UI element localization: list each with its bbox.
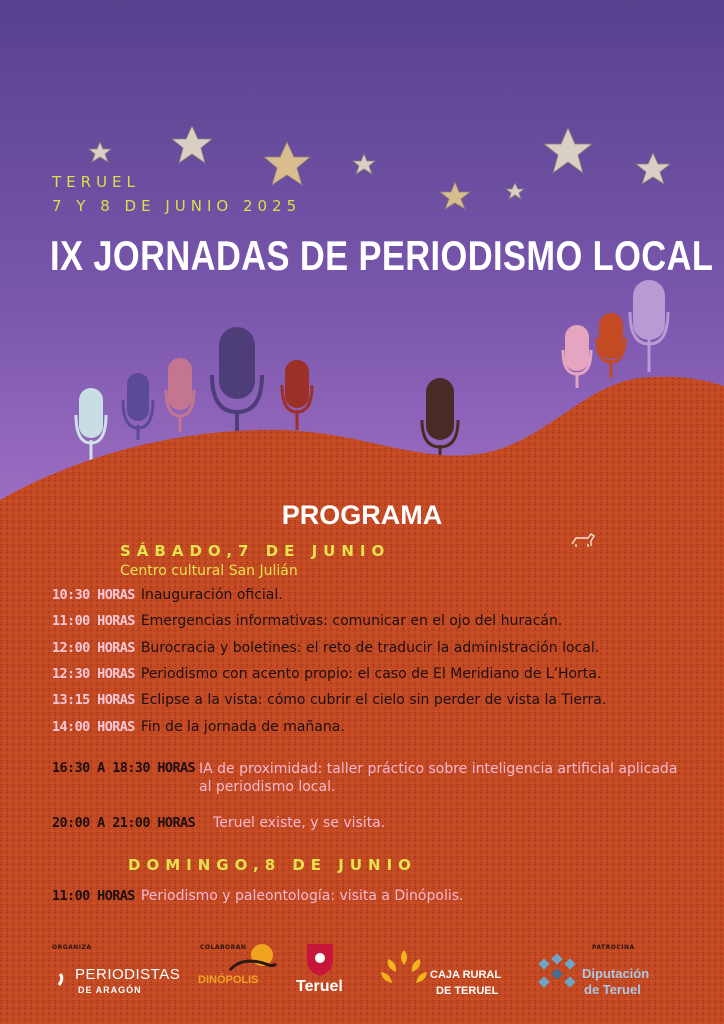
sunday-heading: DOMINGO,8 DE JUNIO [128,856,417,874]
schedule-time: 14:00 HORAS [52,719,135,735]
star-icon [264,142,310,185]
patrocina-label: PATROCINA [592,944,635,951]
schedule-description: Inauguración oficial. [140,587,283,603]
schedule-time: 16:30 A 18:30 HORAS [52,760,196,776]
schedule-row [52,666,601,682]
diputacion-line1: Diputación [582,966,650,981]
periodistas-logo-line1: PERIODISTAS [75,966,181,983]
organiza-label: ORGANIZA [52,944,92,951]
schedule-description: Eclipse a la vista: cómo cubrir el cielo sin perder de vista la Tierra. [140,692,607,708]
microphone-icon [597,313,625,378]
event-city: TERUEL [52,173,140,191]
event-dates: 7 Y 8 DE JUNIO 2025 [52,197,302,215]
colaboran-label: COLABORAN [200,944,247,951]
star-icon [506,183,524,199]
star-icon [89,142,111,162]
caja-rural-line2: DE TERUEL [436,985,499,997]
schedule-description: IA de proximidad: taller práctico sobre inteligencia artificial aplicada al periodismo local. [199,761,678,795]
microphone-icon [282,360,312,430]
schedule-row-afternoon [52,760,195,776]
schedule-row [52,692,606,708]
microphone-icon [422,378,458,462]
schedule-row [52,719,345,735]
schedule-time: 11:00 HORAS [52,613,135,629]
program-heading: PROGRAMA [281,500,443,530]
schedule-time: 12:30 HORAS [52,666,135,682]
microphone-icon [210,327,264,441]
microphone-icon [166,358,194,432]
schedule-description: Teruel existe, y se visita. [213,815,386,831]
schedule-time: 12:00 HORAS [52,640,135,656]
diputacion-line2: de Teruel [584,982,641,997]
dinopolis-logo-text: DINÓPOLIS [198,974,259,986]
schedule-row [52,888,463,904]
microphone-icon [76,388,106,460]
saturday-venue: Centro cultural San Julián [120,563,298,579]
schedule-row [52,613,562,629]
schedule-description: Fin de la jornada de mañana. [140,719,345,735]
schedule-description: Burocracia y boletines: el reto de traducir la administración local. [140,640,600,656]
schedule-time: 13:15 HORAS [52,692,135,708]
star-icon [440,182,470,209]
star-icon [636,153,670,184]
saturday-heading: SÁBADO,7 DE JUNIO [120,542,391,560]
event-title: IX JORNADAS DE PERIODISMO LOCAL [50,232,714,279]
teruel-logo-text: Teruel [296,978,343,995]
star-icon [172,126,212,163]
schedule-row-evening [52,815,385,831]
microphone-icon [123,373,153,440]
schedule-row [52,587,283,603]
schedule-row [52,640,599,656]
schedule-description: Emergencias informativas: comunicar en el ojo del huracán. [140,613,563,629]
schedule-time: 20:00 A 21:00 HORAS [52,815,196,831]
schedule-description: Periodismo y paleontología: visita a Dinópolis. [140,888,464,904]
periodistas-logo-line2: DE ARAGÓN [78,985,142,995]
microphone-icon [563,325,591,388]
microphone-icon [630,280,668,372]
star-icon [353,154,375,174]
caja-rural-line1: CAJA RURAL [430,969,502,981]
schedule-time: 11:00 HORAS [52,888,135,904]
star-icon [544,128,592,173]
schedule-description: Periodismo con acento propio: el caso de El Meridiano de L’Horta. [140,666,602,682]
schedule-time: 10:30 HORAS [52,587,135,603]
